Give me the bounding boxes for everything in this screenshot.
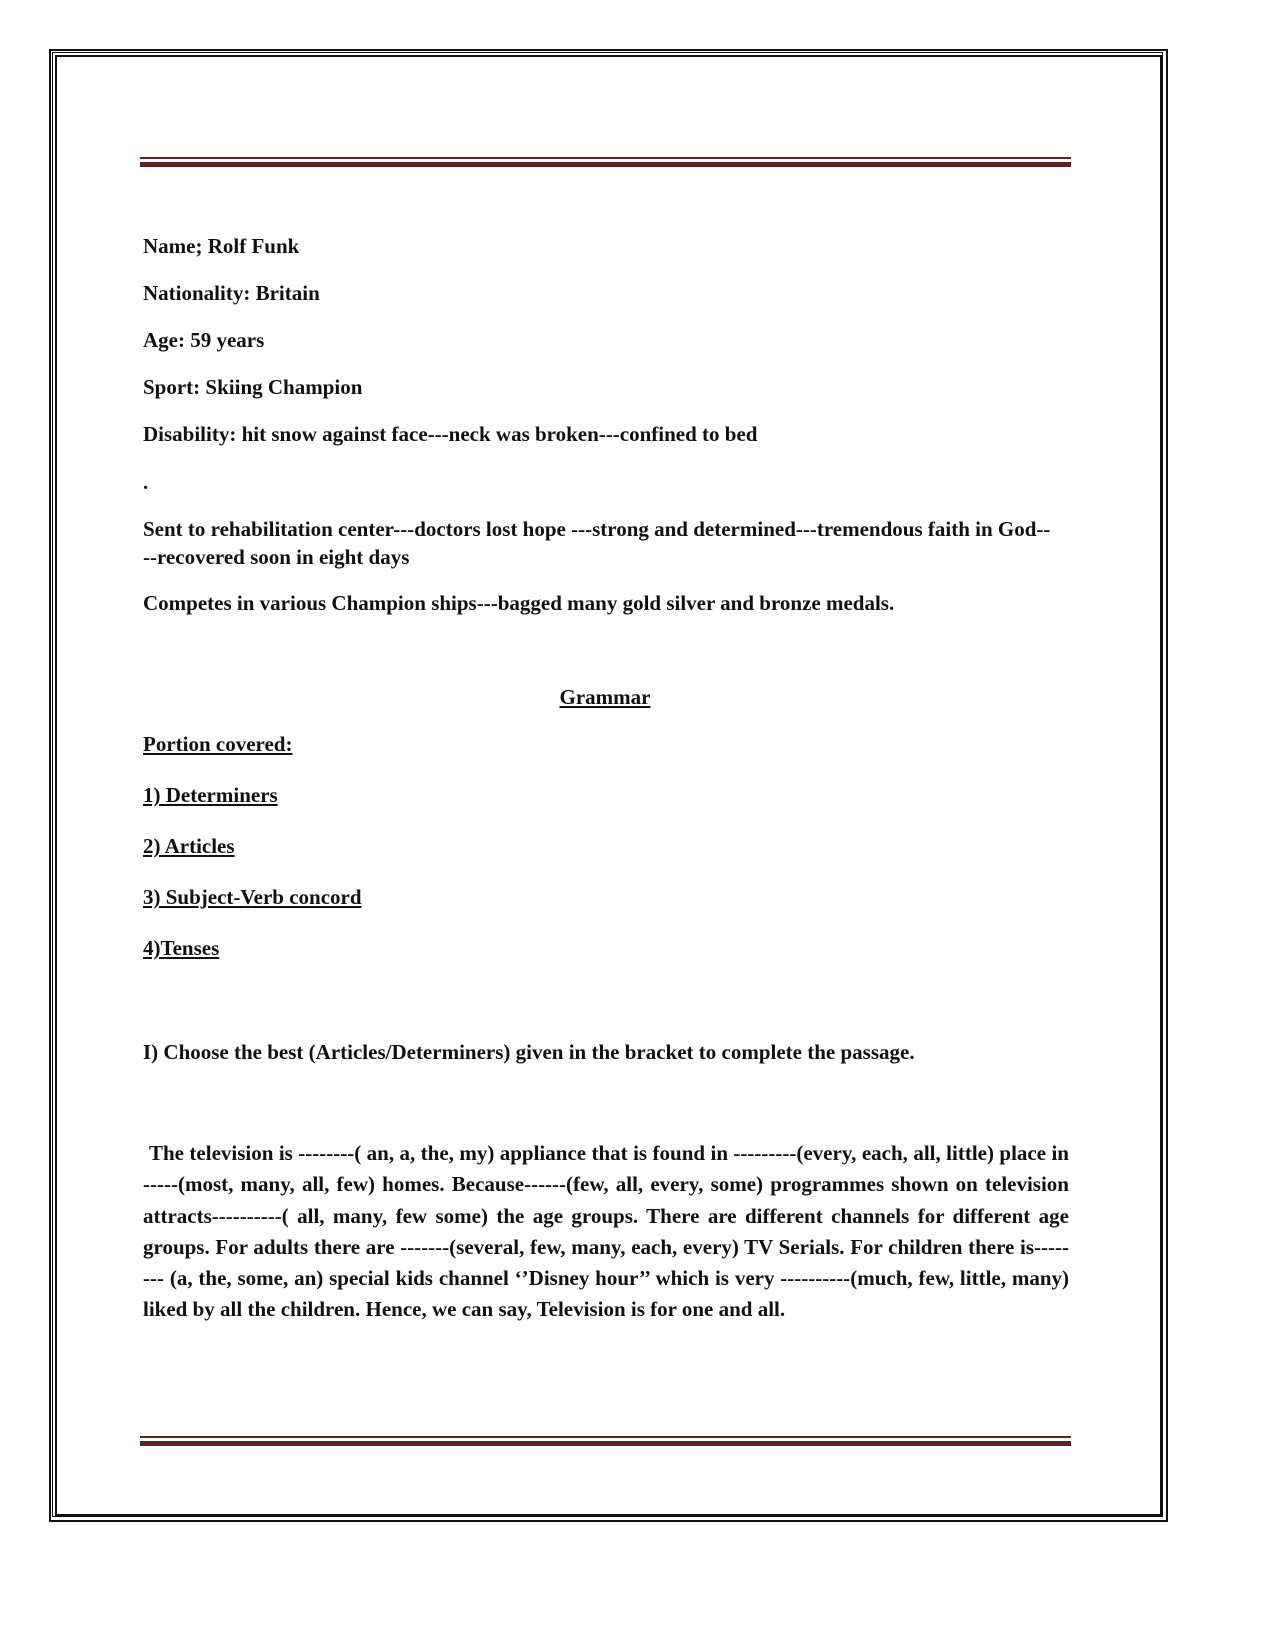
exercise-instruction: I) Choose the best (Articles/Determiners) given in the bracket to complete the passage.: [143, 1040, 915, 1064]
topic-item: 3) Subject-Verb concord: [143, 885, 362, 909]
topic-item: 4)Tenses: [143, 936, 220, 960]
profile-dot: .: [143, 470, 149, 494]
profile-achievements: Competes in various Champion ships---bagged many gold silver and bronze medals.: [143, 591, 895, 615]
footer-rule: [140, 1436, 1071, 1446]
profile-sport: Sport: Skiing Champion: [143, 375, 363, 399]
exercise-passage: The television is --------( an, a, the, my) appliance that is found in ---------(every, each, all, little) place in -----(most, many, all, few) homes. Because------(few, all, every, some) programmes shown on television attracts----------( all, many, few some) the age groups. There are different channels for different age groups. For adults there are -------(several, few, many, each, every) TV Serials. For children there is-------- (a, the, some, an) special kids channel ‘’Disney hour’’ which is very ----------(much, few, little, many) liked by all the children. Hence, we can say, Television is for one and all.: [143, 1141, 1069, 1322]
grammar-heading: Grammar: [559, 685, 651, 709]
profile-name: Name; Rolf Funk: [143, 234, 300, 258]
profile-age: Age: 59 years: [143, 328, 265, 352]
topic-item: 2) Articles: [143, 834, 235, 858]
header-rule: [140, 157, 1071, 167]
profile-recovery: Sent to rehabilitation center---doctors lost hope ---strong and determined---tremendous faith in God----recovered soon in eight days: [143, 517, 1051, 569]
topic-item: 1) Determiners: [143, 783, 278, 807]
profile-disability: Disability: hit snow against face---neck was broken---confined to bed: [143, 422, 758, 446]
profile-nationality: Nationality: Britain: [143, 281, 320, 305]
portion-covered-label: Portion covered:: [143, 732, 293, 756]
